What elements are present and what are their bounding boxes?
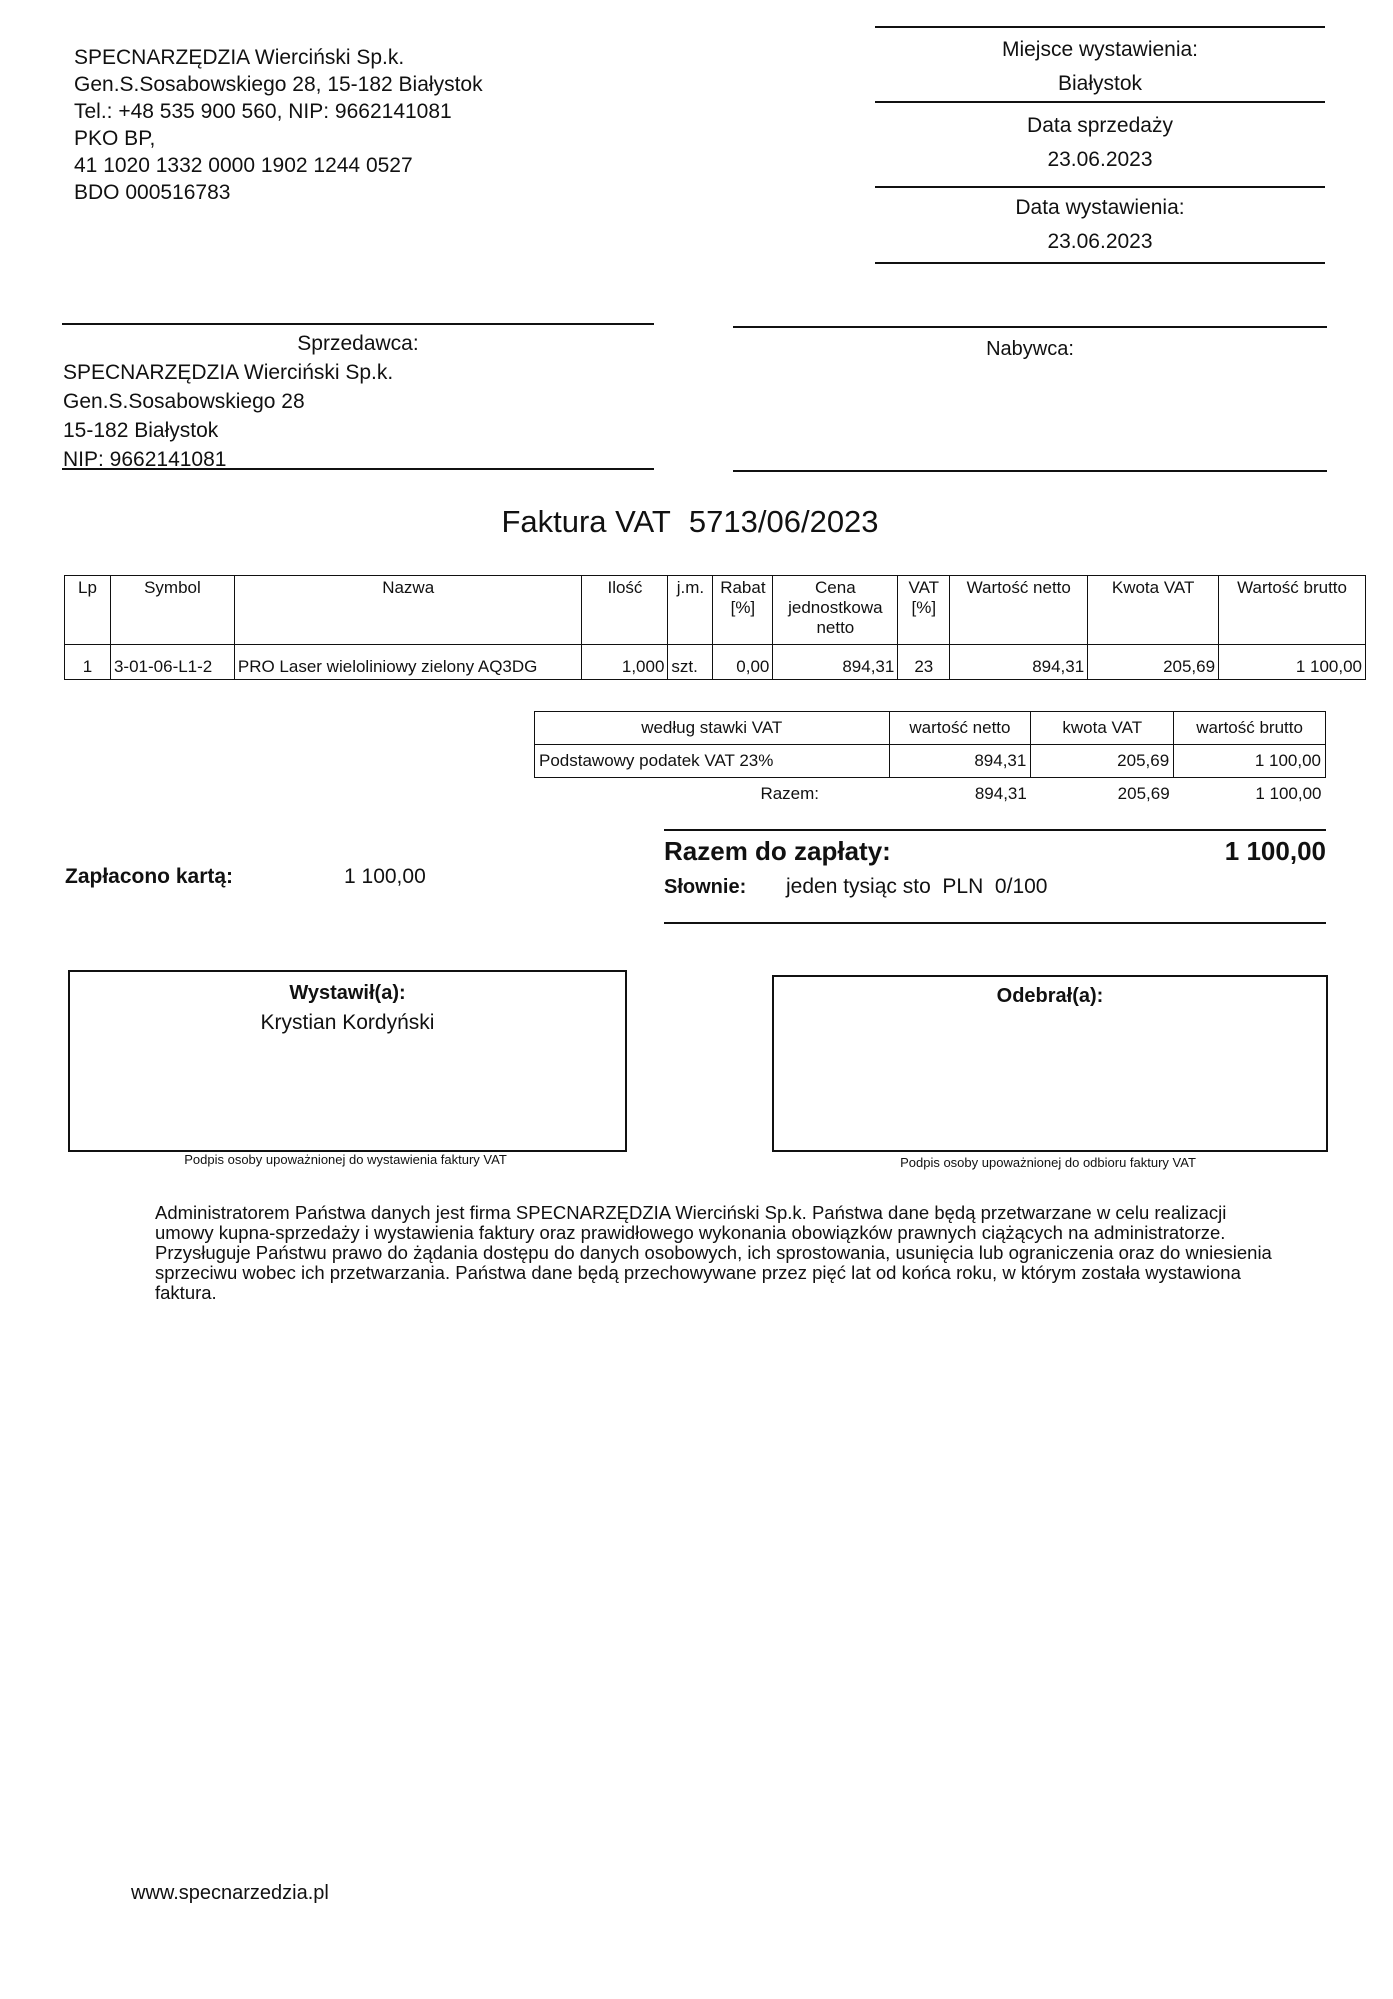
company-account: 41 1020 1332 0000 1902 1244 0527 <box>74 154 413 177</box>
company-name: SPECNARZĘDZIA Wierciński Sp.k. <box>74 46 405 69</box>
vat-rate-name: Podstawowy podatek VAT 23% <box>535 745 890 778</box>
col-header-vat-rate: VAT [%] <box>898 576 950 645</box>
seller-city: 15-182 Białystok <box>63 419 219 442</box>
issuer-caption: Podpis osoby upoważnionej do wystawienia faktury VAT <box>184 1152 507 1167</box>
company-bdo: BDO 000516783 <box>74 181 231 204</box>
company-address: Gen.S.Sosabowskiego 28, 15-182 Białystok <box>74 73 483 96</box>
col-header-qty: Ilość <box>582 576 668 645</box>
seller-nip: NIP: 9662141081 <box>63 448 227 471</box>
seller-label: Sprzedawca: <box>297 332 419 355</box>
total-due-label: Razem do zapłaty: <box>664 836 891 866</box>
place-value: Białystok <box>1057 72 1143 95</box>
divider <box>664 829 1326 831</box>
seller-street: Gen.S.Sosabowskiego 28 <box>63 390 305 413</box>
cell-unit-price: 894,31 <box>773 645 898 680</box>
cell-gross-value: 1 100,00 <box>1219 645 1366 680</box>
company-phone-nip: Tel.: +48 535 900 560, NIP: 9662141081 <box>74 100 452 123</box>
divider <box>733 470 1327 472</box>
cell-net-value: 894,31 <box>950 645 1088 680</box>
website: www.specnarzedzia.pl <box>131 1882 329 1904</box>
divider <box>733 326 1327 328</box>
invoice-title <box>340 502 1040 542</box>
vat-col-rate: według stawki VAT <box>535 712 890 745</box>
paid-card-label: Zapłacono kartą: <box>65 865 234 888</box>
col-header-net-value: Wartość netto <box>950 576 1088 645</box>
col-header-gross-value: Wartość brutto <box>1219 576 1366 645</box>
receiver-label: Odebrał(a): <box>996 985 1104 1007</box>
vat-total-row <box>535 778 1326 811</box>
vat-total-label: Razem: <box>760 784 820 803</box>
cell-vat-rate: 23 <box>898 645 950 680</box>
cell-discount: 0,00 <box>713 645 773 680</box>
col-header-unit: j.m. <box>668 576 713 645</box>
cell-lp: 1 <box>65 645 111 680</box>
divider <box>62 323 654 325</box>
buyer-label: Nabywca: <box>986 338 1074 360</box>
divider <box>875 186 1325 188</box>
cell-name: PRO Laser wieloliniowy zielony AQ3DG <box>234 645 582 680</box>
issue-date-value: 23.06.2023 <box>1047 230 1153 253</box>
vat-total-vat: 205,69 <box>1117 784 1170 803</box>
col-header-vat-amount: Kwota VAT <box>1088 576 1219 645</box>
cell-vat-amount: 205,69 <box>1088 645 1219 680</box>
invoice-number: 5713/06/2023 <box>688 504 879 539</box>
issuer-name: Krystian Kordyński <box>260 1011 435 1034</box>
divider <box>875 101 1325 103</box>
items-table <box>64 575 1366 680</box>
invoice-title-text: Faktura VAT <box>501 504 671 539</box>
paid-card-value: 1 100,00 <box>344 865 426 888</box>
divider <box>875 262 1325 264</box>
privacy-note: Administratorem Państwa danych jest firma SPECNARZĘDZIA Wierciński Sp.k. Państwa dane będą przetwarzane w celu realizacji umowy kupna-sprzedaży i wystawienia faktury oraz prawidłowego wykonania obowiązków prawnych ciążących na administratorze. Przysługuje Państwu prawo do żądania dostępu do danych osobowych, ich sprostowania, usunięcia lub ograniczenia oraz do wniesienia sprzeciwu wobec ich przetwarzania. Państwa dane będą przechowywane przez pięć lat od końca roku, w którym została wystawiona faktura. <box>155 1202 1272 1303</box>
issuer-label: Wystawił(a): <box>289 982 406 1004</box>
vat-col-net: wartość netto <box>889 712 1031 745</box>
words-value: jeden tysiąc sto PLN 0/100 <box>786 875 1048 898</box>
vat-rate-vat: 205,69 <box>1031 745 1174 778</box>
words-label: Słownie: <box>664 876 747 898</box>
sale-date-value: 23.06.2023 <box>1047 148 1153 171</box>
receiver-signature-box <box>772 975 1328 1152</box>
vat-total-gross: 1 100,00 <box>1255 784 1322 803</box>
vat-rate-gross: 1 100,00 <box>1174 745 1326 778</box>
sale-date-label: Data sprzedaży <box>1027 114 1173 137</box>
vat-col-gross: wartość brutto <box>1174 712 1326 745</box>
col-header-lp: Lp <box>65 576 111 645</box>
divider <box>875 26 1325 28</box>
issuer-signature-box <box>68 970 627 1152</box>
cell-qty: 1,000 <box>582 645 668 680</box>
items-header-row <box>65 576 1366 645</box>
receiver-caption: Podpis osoby upoważnionej do odbioru faktury VAT <box>900 1155 1196 1170</box>
vat-header-row <box>535 712 1326 745</box>
table-row <box>535 745 1326 778</box>
col-header-discount: Rabat [%] <box>713 576 773 645</box>
cell-unit: szt. <box>668 645 713 680</box>
total-due-value: 1 100,00 <box>1224 836 1326 866</box>
divider <box>664 922 1326 924</box>
vat-rate-net: 894,31 <box>889 745 1031 778</box>
company-header <box>74 44 634 206</box>
table-row <box>65 645 1366 680</box>
divider <box>62 468 654 470</box>
col-header-unit-price: Cena jednostkowa netto <box>773 576 898 645</box>
seller-block <box>63 358 655 474</box>
place-label: Miejsce wystawienia: <box>1001 38 1199 61</box>
issue-date-label: Data wystawienia: <box>1015 196 1185 219</box>
vat-total-net: 894,31 <box>974 784 1027 803</box>
col-header-symbol: Symbol <box>110 576 234 645</box>
cell-symbol: 3-01-06-L1-2 <box>110 645 234 680</box>
company-bank: PKO BP, <box>74 127 156 150</box>
vat-summary-table <box>534 711 1326 810</box>
seller-name: SPECNARZĘDZIA Wierciński Sp.k. <box>63 361 394 384</box>
col-header-name: Nazwa <box>234 576 582 645</box>
vat-col-vat: kwota VAT <box>1031 712 1174 745</box>
